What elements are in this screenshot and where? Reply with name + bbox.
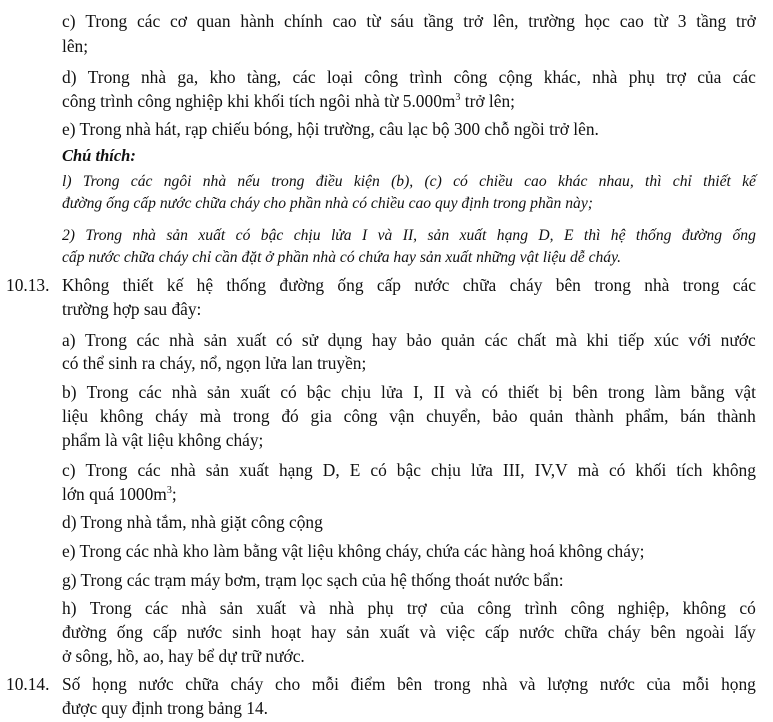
word: bảo [406,330,432,350]
word: kiện [353,173,380,190]
word: của [646,674,671,694]
word: 3 [677,11,687,31]
word: tàng, [246,67,282,87]
word: trở [463,11,484,31]
word: nhà [644,275,670,295]
word: chữa [462,275,497,295]
word: chữa [185,674,219,694]
word: công [477,598,512,618]
word: có [370,460,387,480]
word: liệu [62,406,89,426]
word: thống [635,227,672,244]
word: việc [445,622,475,642]
word: d) [62,67,77,87]
word: mà [199,406,222,426]
word: cao [332,11,357,31]
word: sản [203,330,227,350]
word: sáu [390,11,414,31]
note-line: đường ống cấp nước chữa cháy cho phần nhà có chiều cao quy định trong phần này; [62,195,593,212]
word: hay [371,330,398,350]
word: cơ [170,11,187,31]
word: bên [555,275,581,295]
superscript: 3 [166,485,172,496]
word: nhà [329,598,355,618]
word: cấp [484,622,510,642]
word: Trong [86,382,129,402]
word: thiết [508,382,539,402]
word: nghiệp, [617,598,670,618]
word: c) [62,11,76,31]
word: cộng [498,67,533,87]
word: a) [62,330,76,350]
word: trường [528,11,575,31]
word: ống [337,275,364,295]
word: có [275,330,293,350]
word: ngoài [685,622,725,642]
word: các [137,460,161,480]
word: II [433,382,445,402]
paragraph-line [62,483,177,505]
word: cho [275,674,301,694]
paragraph-line: được quy định trong bảng 14. [62,698,269,718]
word: từ [653,11,668,31]
word: chỉ [672,173,692,190]
word: bằng [690,382,725,402]
word: bên [397,674,423,694]
word: hạng [278,460,313,480]
word: ga, [177,67,199,87]
word: có [481,382,498,402]
word: nhau, [598,173,634,190]
word: tầng [696,11,727,31]
word: E [563,227,574,244]
word: nước [414,275,450,295]
word: các [138,382,162,402]
word: trong [594,275,631,295]
word: xúc [653,330,679,350]
word: Số [62,674,81,694]
word: gia [310,406,332,426]
paragraph-line [62,90,515,112]
word: nước [187,622,223,642]
word: đường [681,227,723,244]
paragraph-line [62,405,756,427]
word: D, [538,227,554,244]
word: xuất [238,460,269,480]
word: chuyển, [426,406,481,426]
word: thành [717,406,756,426]
note-line: cấp nước chữa cháy chỉ cần đặt ở phần nhà có chứa hay sản xuất những vật liệu dễ cháy. [62,249,622,266]
word: làm [654,382,681,402]
word: D, [322,460,340,480]
word: kế [742,173,756,190]
word: ống [116,622,143,642]
word: chữa [564,622,598,642]
paragraph-line: lên; [62,36,89,56]
word: các [130,173,153,190]
word: và [299,598,316,618]
note-heading: Chú thích: [62,146,136,165]
word: hay [311,622,337,642]
word: có [453,173,468,190]
word: trong [433,674,471,694]
word: Trong [85,330,127,350]
word: trong [682,275,720,295]
word: nhà [140,67,167,87]
word: Không [62,275,110,295]
paragraph-line: phẩm là vật liệu không cháy; [62,430,264,450]
word: bậc [396,460,421,480]
word: sản [205,460,229,480]
word: II, [402,227,418,244]
word: có [739,598,756,618]
word: và [377,227,393,244]
text-run: lớn quá 1000m [62,484,167,504]
word: (b), [391,173,414,190]
word: cao [619,11,644,31]
word: lửa [470,460,493,480]
word: lên, [492,11,519,31]
word: khối [635,460,667,480]
word: IV,V [534,460,568,480]
word: b) [62,382,77,402]
word: sử [301,330,319,350]
word: mà [577,460,599,480]
word: hệ [610,227,626,244]
word: chịu [430,460,461,480]
word: mỗi [682,674,710,694]
word: công [453,67,488,87]
word: có [235,227,251,244]
word: Trong [85,460,128,480]
word: mỗi [311,674,339,694]
word: nhà [592,67,618,87]
text-run: ; [171,484,177,504]
word: nước [599,674,635,694]
paragraph-line [62,597,756,619]
word: Trong [85,227,123,244]
word: thành [575,406,614,426]
word: phụ [367,598,394,618]
word: chiều [479,173,513,190]
word: trở [736,11,756,31]
section-number: 10.14. [6,674,50,694]
paragraph-line: trường hợp sau đây: [62,299,202,319]
word: họng [721,674,756,694]
word: quan [196,11,231,31]
word: không [682,598,727,618]
word: ngôi [163,173,192,190]
word: cháy [607,622,641,642]
word: ống [732,227,756,244]
word: với [688,330,712,350]
word: Trong [85,11,128,31]
note-line [62,171,756,193]
word: c) [62,460,76,480]
word: cấp [376,275,401,295]
word: không [99,406,144,426]
word: các [137,11,161,31]
word: xuất [198,227,226,244]
paragraph-line [62,10,756,32]
word: các [732,67,756,87]
word: cấp [152,622,178,642]
word: thì [583,227,601,244]
word: nhà [170,460,196,480]
word: các [484,330,508,350]
word: từ [366,11,381,31]
word: Trong [89,598,132,618]
word: bậc [306,382,331,402]
word: và [519,674,536,694]
word: Trong [87,67,130,87]
word: nhà [181,598,207,618]
word: nếu [237,173,260,190]
word: bị [549,382,563,402]
word: họng [92,674,127,694]
paragraph-line: e) Trong các nhà kho làm bằng vật liệu không cháy, chứa các hàng hoá không cháy; [62,541,645,561]
word: bên [650,622,676,642]
paragraph-line [62,381,756,403]
word: phụ [628,67,655,87]
word: điều [315,173,343,190]
word: vận [389,406,415,426]
word: sản [427,227,450,244]
word: loại [326,67,353,87]
word: xuất [256,598,287,618]
word: cao [524,173,547,190]
section-number: 10.13. [6,275,50,295]
word: III, [502,460,525,480]
word: bên [572,382,598,402]
word: khác, [543,67,581,87]
note-line [62,225,756,247]
word: tiếp [618,330,645,350]
word: khác [557,173,588,190]
text-run: công trình công nghiệp khi khối tích ngôi nhà từ 5.000m [62,91,456,111]
word: đường [62,622,107,642]
word: 2) [62,227,75,244]
superscript: 3 [455,92,461,103]
word: quản [441,330,475,350]
word: bán [680,406,706,426]
word: kế [166,275,184,295]
word: trợ [666,67,686,87]
word: các [292,67,316,87]
word: xuất [379,622,410,642]
word: hệ [196,275,214,295]
word: kho [209,67,236,87]
word: nhà [171,382,197,402]
paragraph-line: e) Trong nhà hát, rạp chiếu bóng, hội trường, câu lạc bộ 300 chỗ ngồi trở lên. [62,119,599,139]
word: nước [519,622,555,642]
word: xuất [459,227,487,244]
word: trợ [406,598,427,618]
text-run: trở lên; [460,91,516,111]
word: nhà [132,227,156,244]
word: lửa [330,227,352,244]
word: Trong [82,173,120,190]
word: (c) [424,173,442,190]
word: công [570,598,605,618]
word: bậc [260,227,284,244]
word: đó [281,406,299,426]
word: thiết [703,173,731,190]
word: trong [607,382,645,402]
word: E [349,460,361,480]
word: hạng [496,227,528,244]
word: đường [279,275,325,295]
word: của [697,67,722,87]
paragraph-line: có thể sinh ra cháy, nổ, ngọn lửa lan truyền; [62,353,367,373]
word: điểm [350,674,386,694]
word: khi [586,330,609,350]
word: lấy [734,622,756,642]
word: các [144,598,169,618]
word: trình [524,598,558,618]
word: bảo [492,406,518,426]
word: trình [409,67,443,87]
word: và [455,382,472,402]
word: chịu [341,382,371,402]
word: sản [166,227,188,244]
word: hoạt [271,622,302,642]
word: công [343,406,378,426]
word: hành [240,11,275,31]
word: chịu [293,227,321,244]
word: cháy [230,674,264,694]
word: cháy [509,275,543,295]
word: các [136,330,160,350]
paragraph-line [62,459,756,481]
word: có [608,460,626,480]
word: chính [284,11,323,31]
paragraph-line [62,274,756,296]
paragraph-line [62,329,756,351]
word: h) [62,598,77,618]
word: sản [346,622,370,642]
paragraph-line [62,66,756,88]
word: nước [720,330,756,350]
word: mà [555,330,577,350]
word: tích [676,460,703,480]
word: trong [271,173,305,190]
paragraph-line: ở sông, hồ, ao, hay bể dự trữ nước. [62,646,305,666]
word: thì [645,173,662,190]
word: nhà [169,330,195,350]
word: quản [529,406,564,426]
word: có [280,382,297,402]
paragraph-line [62,673,756,695]
word: I, [413,382,424,402]
paragraph-line [62,621,756,643]
word: sản [207,382,231,402]
word: xuất [236,330,267,350]
paragraph-line: d) Trong nhà tắm, nhà giặt công cộng [62,512,323,532]
word: sản [219,598,243,618]
word: nhà [202,173,227,190]
word: I [362,227,368,244]
word: của [439,598,465,618]
paragraph-line: g) Trong các trạm máy bơm, trạm lọc sạch của hệ thống thoát nước bẩn: [62,570,564,590]
word: xuất [240,382,271,402]
word: lượng [547,674,589,694]
word: thống [226,275,267,295]
word: công [364,67,399,87]
word: học [584,11,610,31]
word: nước [138,674,174,694]
word: l) [62,173,72,190]
word: và [419,622,436,642]
word: thiết [122,275,154,295]
word: các [732,275,756,295]
word: chất [517,330,547,350]
word: trong [232,406,270,426]
word: lửa [381,382,404,402]
word: tầng [423,11,454,31]
word: vật [734,382,756,402]
word: phẩm, [625,406,669,426]
word: không [712,460,756,480]
word: sinh [232,622,262,642]
word: cháy [155,406,188,426]
word: dụng [327,330,363,350]
word: nhà [482,674,508,694]
